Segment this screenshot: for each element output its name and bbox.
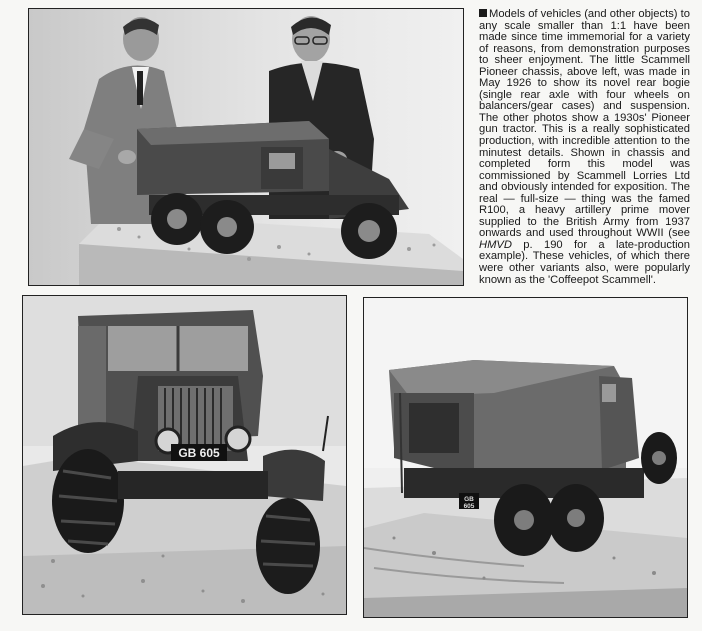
- caption-text-after: p. 190 for a late-production example). These vehicles, of which there were other variants also, were popularly known as the 'Coffeepot Scammell'.: [479, 238, 690, 286]
- caption-text-before: Models of vehicles (and other objects) to any scale smaller than 1:1 have been made since time immemorial for a variety of reasons, from demonstration purposes to sheer enjoyment. The little Scammell Pioneer chassis, above left, was made in May 1926 to show its novel rear bogie (single rear axle with four wheels on balancers/gear cases) and suspension. The other photos show a 1930s' Pioneer gun tractor. This is a really sophisticated production, with incredible attention to the minutest details. Shown in chassis and completed form this model was commissioned by Scammell Lorries Ltd and obviously intended for exposition. The real — full-size — thing was the famed R100, a heavy artillery prime mover supplied to the British Army from 1937 onwards and used throughout WWII (see: [479, 9, 690, 240]
- caption-bullet-icon: [479, 9, 487, 17]
- photo-truck-rear-view: [363, 297, 688, 618]
- photo-truck-rear-illustration: [364, 298, 687, 617]
- photo-truck-front-illustration: [23, 296, 346, 614]
- front-number-plate: GB 605: [178, 446, 220, 460]
- photo-two-men-illustration: [29, 9, 463, 285]
- caption-italic-title: HMVD: [479, 238, 512, 251]
- photo-two-men-with-model: [28, 8, 464, 286]
- photo-truck-front-view: [22, 295, 347, 615]
- rear-number-plate-line2: 605: [463, 503, 475, 510]
- rear-number-plate-line1: GB: [464, 496, 474, 503]
- photo-caption: [479, 9, 690, 294]
